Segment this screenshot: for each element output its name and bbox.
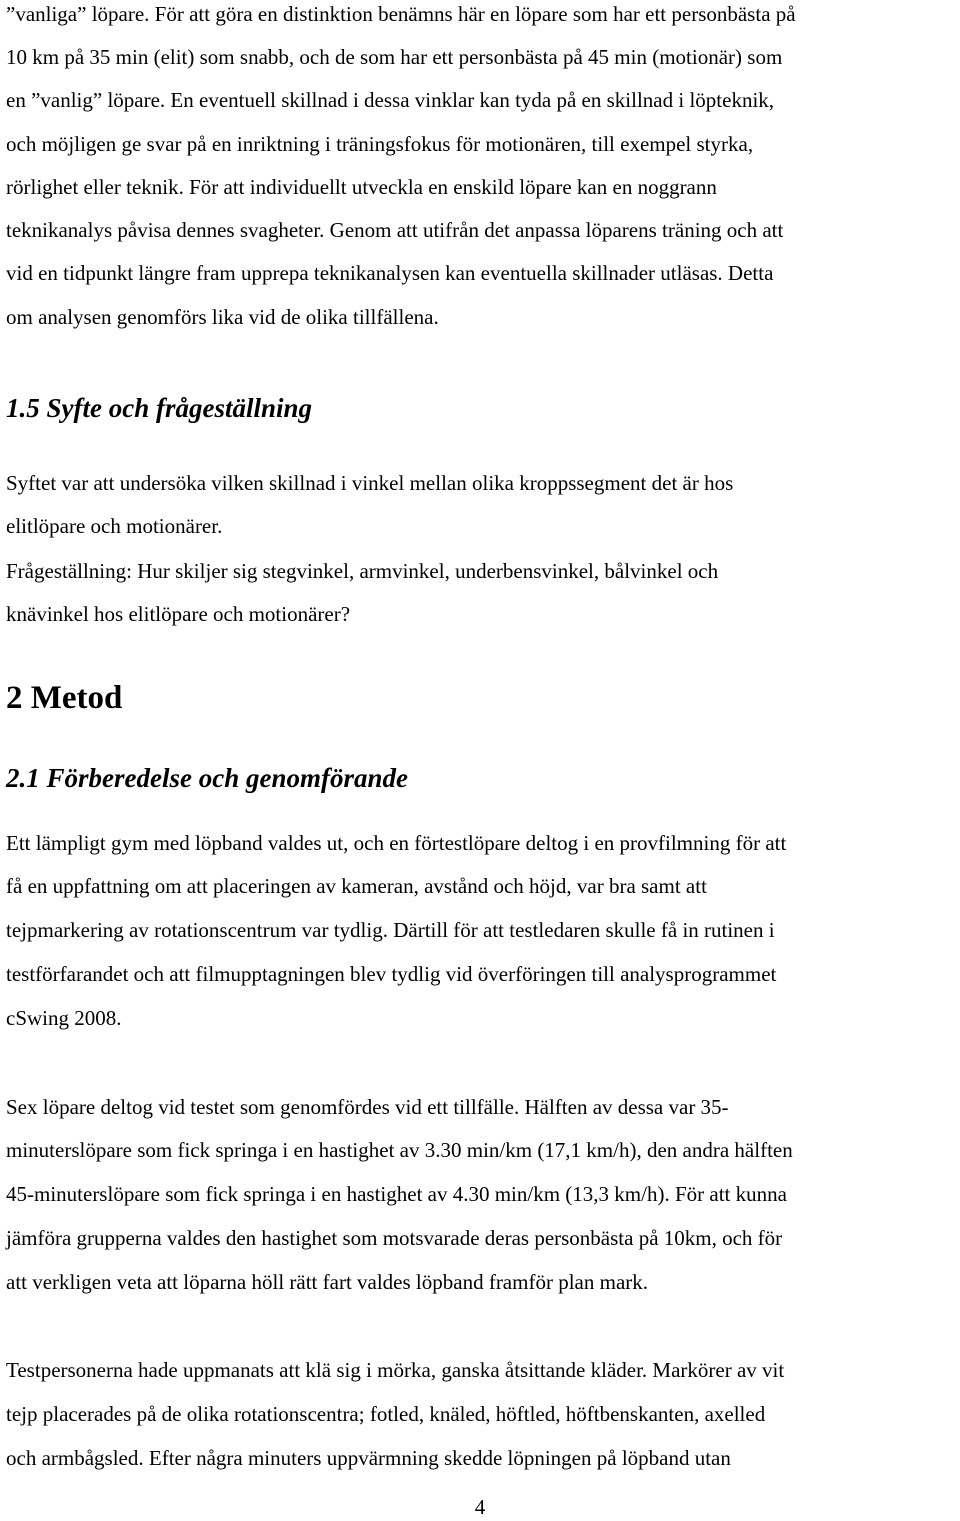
text-line: Frågeställning: Hur skiljer sig stegvinkel, armvinkel, underbensvinkel, bålvinkel och xyxy=(6,559,719,583)
text-line: Syftet var att undersöka vilken skillnad i vinkel mellan olika kroppssegment det är hos xyxy=(6,471,734,495)
text-line: få en uppfattning om att placeringen av kameran, avstånd och höjd, var bra samt att xyxy=(6,874,707,898)
text-line: 45-minuterslöpare som fick springa i en hastighet av 4.30 min/km (13,3 km/h). För att kunna xyxy=(6,1182,787,1206)
text-line: och möjligen ge svar på en inriktning i träningsfokus för motionären, till exempel styrka, xyxy=(6,132,754,156)
text-line: om analysen genomförs lika vid de olika tillfällena. xyxy=(6,305,439,329)
text-line: knävinkel hos elitlöpare och motionärer? xyxy=(6,602,351,626)
text-line: elitlöpare och motionärer. xyxy=(6,514,223,538)
text-line: vid en tidpunkt längre fram upprepa teknikanalysen kan eventuella skillnader utläsas. Detta xyxy=(6,261,774,285)
text-line: en ”vanlig” löpare. En eventuell skillnad i dessa vinklar kan tyda på en skillnad i löpteknik, xyxy=(6,88,775,112)
text-line: minuterslöpare som fick springa i en hastighet av 3.30 min/km (17,1 km/h), den andra hälften xyxy=(6,1138,793,1162)
text-line: Ett lämpligt gym med löpband valdes ut, och en förtestlöpare deltog i en provfilmning för att xyxy=(6,831,787,855)
text-line: och armbågsled. Efter några minuters uppvärmning skedde löpningen på löpband utan xyxy=(6,1446,731,1470)
section-heading-2-1: 2.1 Förberedelse och genomförande xyxy=(6,763,408,793)
text-line: jämföra grupperna valdes den hastighet som motsvarade deras personbästa på 10km, och för xyxy=(6,1226,783,1250)
text-line: Sex löpare deltog vid testet som genomfördes vid ett tillfälle. Hälften av dessa var 35- xyxy=(6,1095,729,1119)
text-line: ”vanliga” löpare. För att göra en distinktion benämns här en löpare som har ett personbästa på xyxy=(6,2,796,26)
text-line: Testpersonerna hade uppmanats att klä sig i mörka, ganska åtsittande kläder. Markörer av vit xyxy=(6,1358,785,1382)
text-line: tejpmarkering av rotationscentrum var tydlig. Därtill för att testledaren skulle få in rutinen i xyxy=(6,918,775,942)
text-line: tejp placerades på de olika rotationscentra; fotled, knäled, höftled, höftbenskanten, axelled xyxy=(6,1402,766,1426)
page-number: 4 xyxy=(474,1495,486,1519)
text-line: cSwing 2008. xyxy=(6,1006,122,1030)
text-line: teknikanalys påvisa dennes svagheter. Genom att utifrån det anpassa löparens träning och att xyxy=(6,218,784,242)
text-line: rörlighet eller teknik. För att individuellt utveckla en enskild löpare kan en noggrann xyxy=(6,175,717,199)
text-line: att verkligen veta att löparna höll rätt fart valdes löpband framför plan mark. xyxy=(6,1270,649,1294)
section-heading-2: 2 Metod xyxy=(6,680,123,716)
section-heading-1-5: 1.5 Syfte och frågeställning xyxy=(6,393,313,423)
text-line: 10 km på 35 min (elit) som snabb, och de som har ett personbästa på 45 min (motionär) som xyxy=(6,45,783,69)
text-line: testförfarandet och att filmupptagningen blev tydlig vid överföringen till analysprogrammet xyxy=(6,962,777,986)
